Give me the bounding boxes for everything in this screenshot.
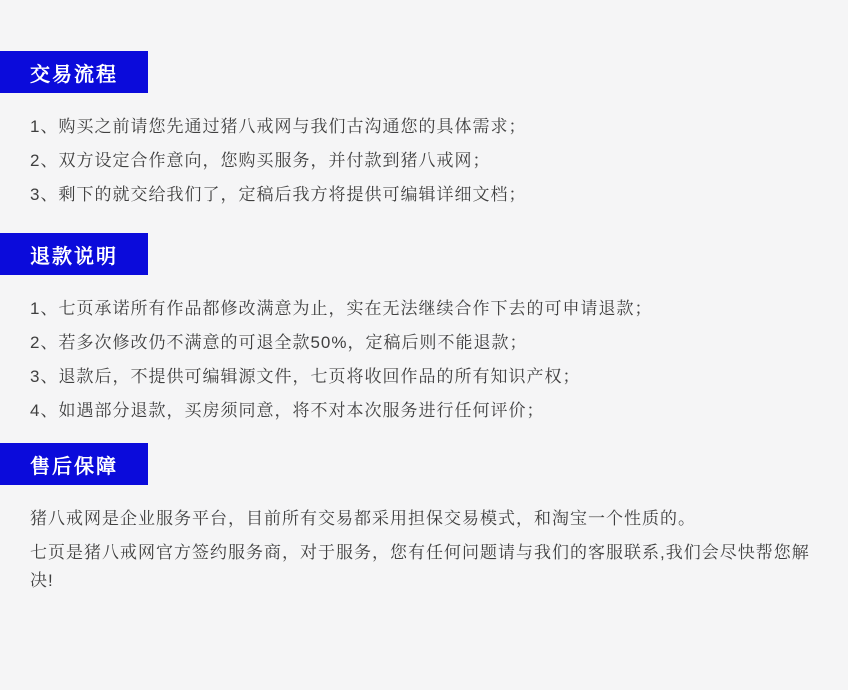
list-item: 1、购买之前请您先通过猪八戒网与我们古沟通您的具体需求； <box>30 117 527 136</box>
section-header-ribbon <box>0 233 148 275</box>
list-item: 2、若多次修改仍不满意的可退全款50%，定稿后则不能退款； <box>30 333 528 352</box>
refund-policy-list <box>0 295 848 425</box>
paragraph: 猪八戒网是企业服务平台，目前所有交易都采用担保交易模式，和淘宝一个性质的。 <box>30 509 696 528</box>
list-item: 4、如遇部分退款，买房须同意，将不对本次服务进行任何评价； <box>30 401 545 420</box>
section-header-ribbon <box>0 443 148 485</box>
section-title: 交易流程 <box>30 63 118 86</box>
section-title: 退款说明 <box>30 245 118 268</box>
list-item: 1、七页承诺所有作品都修改满意为止，实在无法继续合作下去的可申请退款； <box>30 299 653 318</box>
transaction-steps-list <box>0 113 848 209</box>
section-title: 售后保障 <box>30 455 118 478</box>
list-item: 2、双方设定合作意向，您购买服务，并付款到猪八戒网； <box>30 151 491 170</box>
section-header-ribbon <box>0 51 148 93</box>
list-item: 3、退款后，不提供可编辑源文件，七页将收回作品的所有知识产权； <box>30 367 581 386</box>
list-item: 3、剩下的就交给我们了，定稿后我方将提供可编辑详细文档； <box>30 185 527 204</box>
aftersale-paragraphs <box>0 505 848 595</box>
paragraph: 七页是猪八戒网官方签约服务商，对于服务，您有任何问题请与我们的客服联系,我们会尽快帮您解决! <box>30 543 810 590</box>
section-aftersale-guarantee <box>0 443 848 595</box>
section-refund-policy <box>0 233 848 425</box>
section-transaction-process <box>0 51 848 209</box>
